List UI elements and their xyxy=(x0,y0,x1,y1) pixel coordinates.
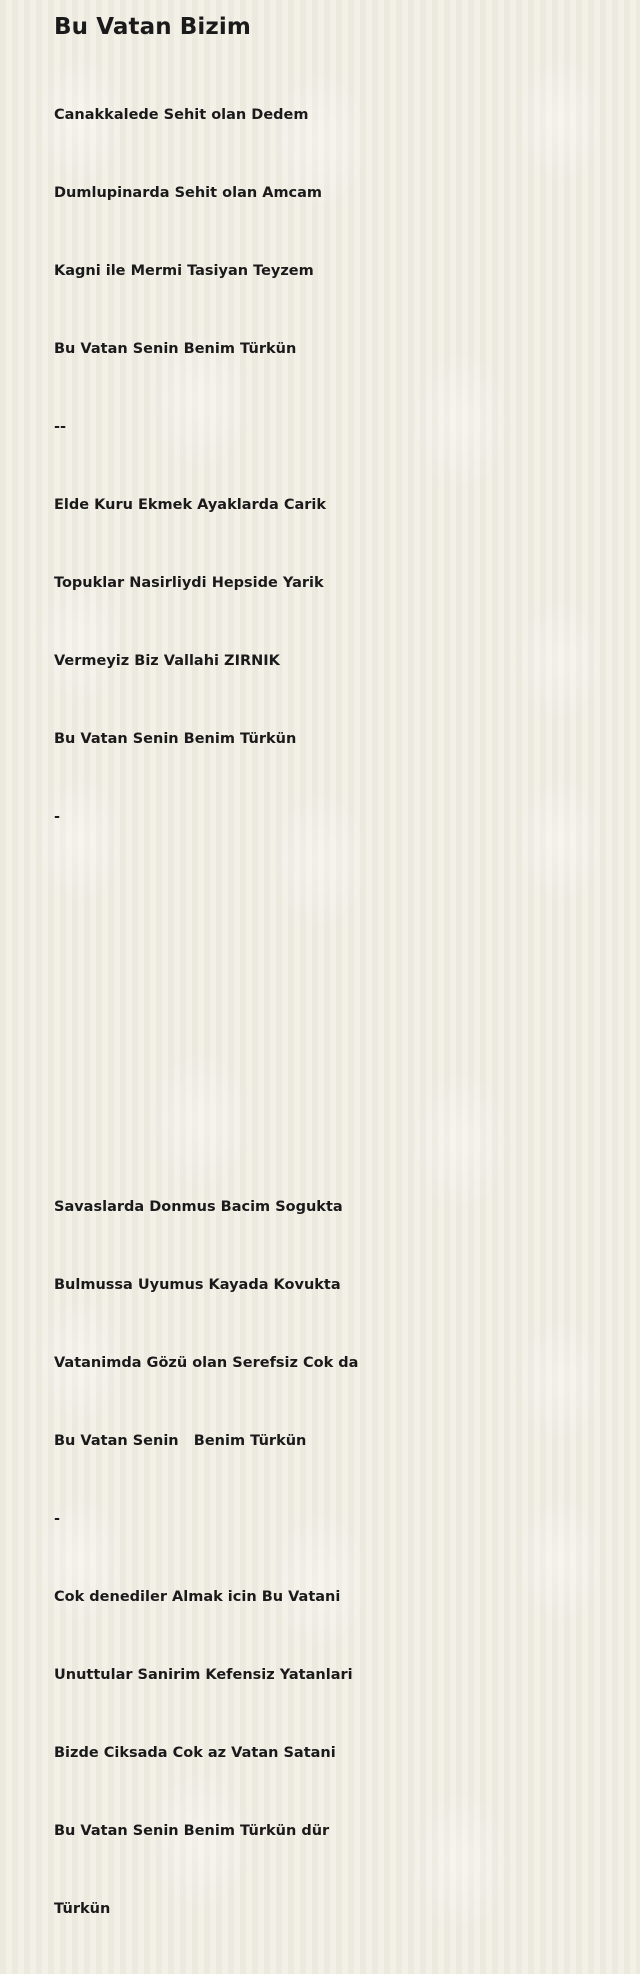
poem-line: Bulmussa Uyumus Kayada Kovukta xyxy=(54,1277,341,1293)
poem-line: Savaslarda Donmus Bacim Sogukta xyxy=(54,1199,343,1215)
poem-line: Bu Vatan Senin Benim Türkün dür xyxy=(54,1823,330,1839)
poem-title: Bu Vatan Bizim xyxy=(54,14,251,40)
poem-line: Dumlupinarda Sehit olan Amcam xyxy=(54,185,323,201)
poem-line: Kagni ile Mermi Tasiyan Teyzem xyxy=(54,263,314,279)
poem-line: Bu Vatan Senin Benim Türkün xyxy=(54,341,297,357)
poem-line: Canakkalede Sehit olan Dedem xyxy=(54,107,309,123)
poem-line: Türkün xyxy=(54,1901,111,1917)
poem-line: Elde Kuru Ekmek Ayaklarda Carik xyxy=(54,497,327,513)
poem-blank-line xyxy=(54,960,614,986)
poem-line: Bizde Ciksada Cok az Vatan Satani xyxy=(54,1745,336,1761)
poem-separator: - xyxy=(54,1511,61,1527)
poem-line: Vermeyiz Biz Vallahi ZIRNIK xyxy=(54,653,280,669)
poem-body xyxy=(54,50,614,1974)
poem-separator: - xyxy=(54,809,61,825)
poem-line: Bu Vatan Senin Benim Türkün xyxy=(54,1433,307,1449)
poem-line: Vatanimda Gözü olan Serefsiz Cok da xyxy=(54,1355,359,1371)
poem xyxy=(54,12,614,1974)
poem-blank-line xyxy=(54,882,614,908)
poem-blank-line xyxy=(54,1038,614,1064)
poem-line: Topuklar Nasirliydi Hepside Yarik xyxy=(54,575,324,591)
poem-blank-line xyxy=(54,1116,614,1142)
poem-line: Unuttular Sanirim Kefensiz Yatanlari xyxy=(54,1667,353,1683)
poem-line: Cok denediler Almak icin Bu Vatani xyxy=(54,1589,341,1605)
poem-separator: -- xyxy=(54,419,67,435)
poem-line: Bu Vatan Senin Benim Türkün xyxy=(54,731,297,747)
